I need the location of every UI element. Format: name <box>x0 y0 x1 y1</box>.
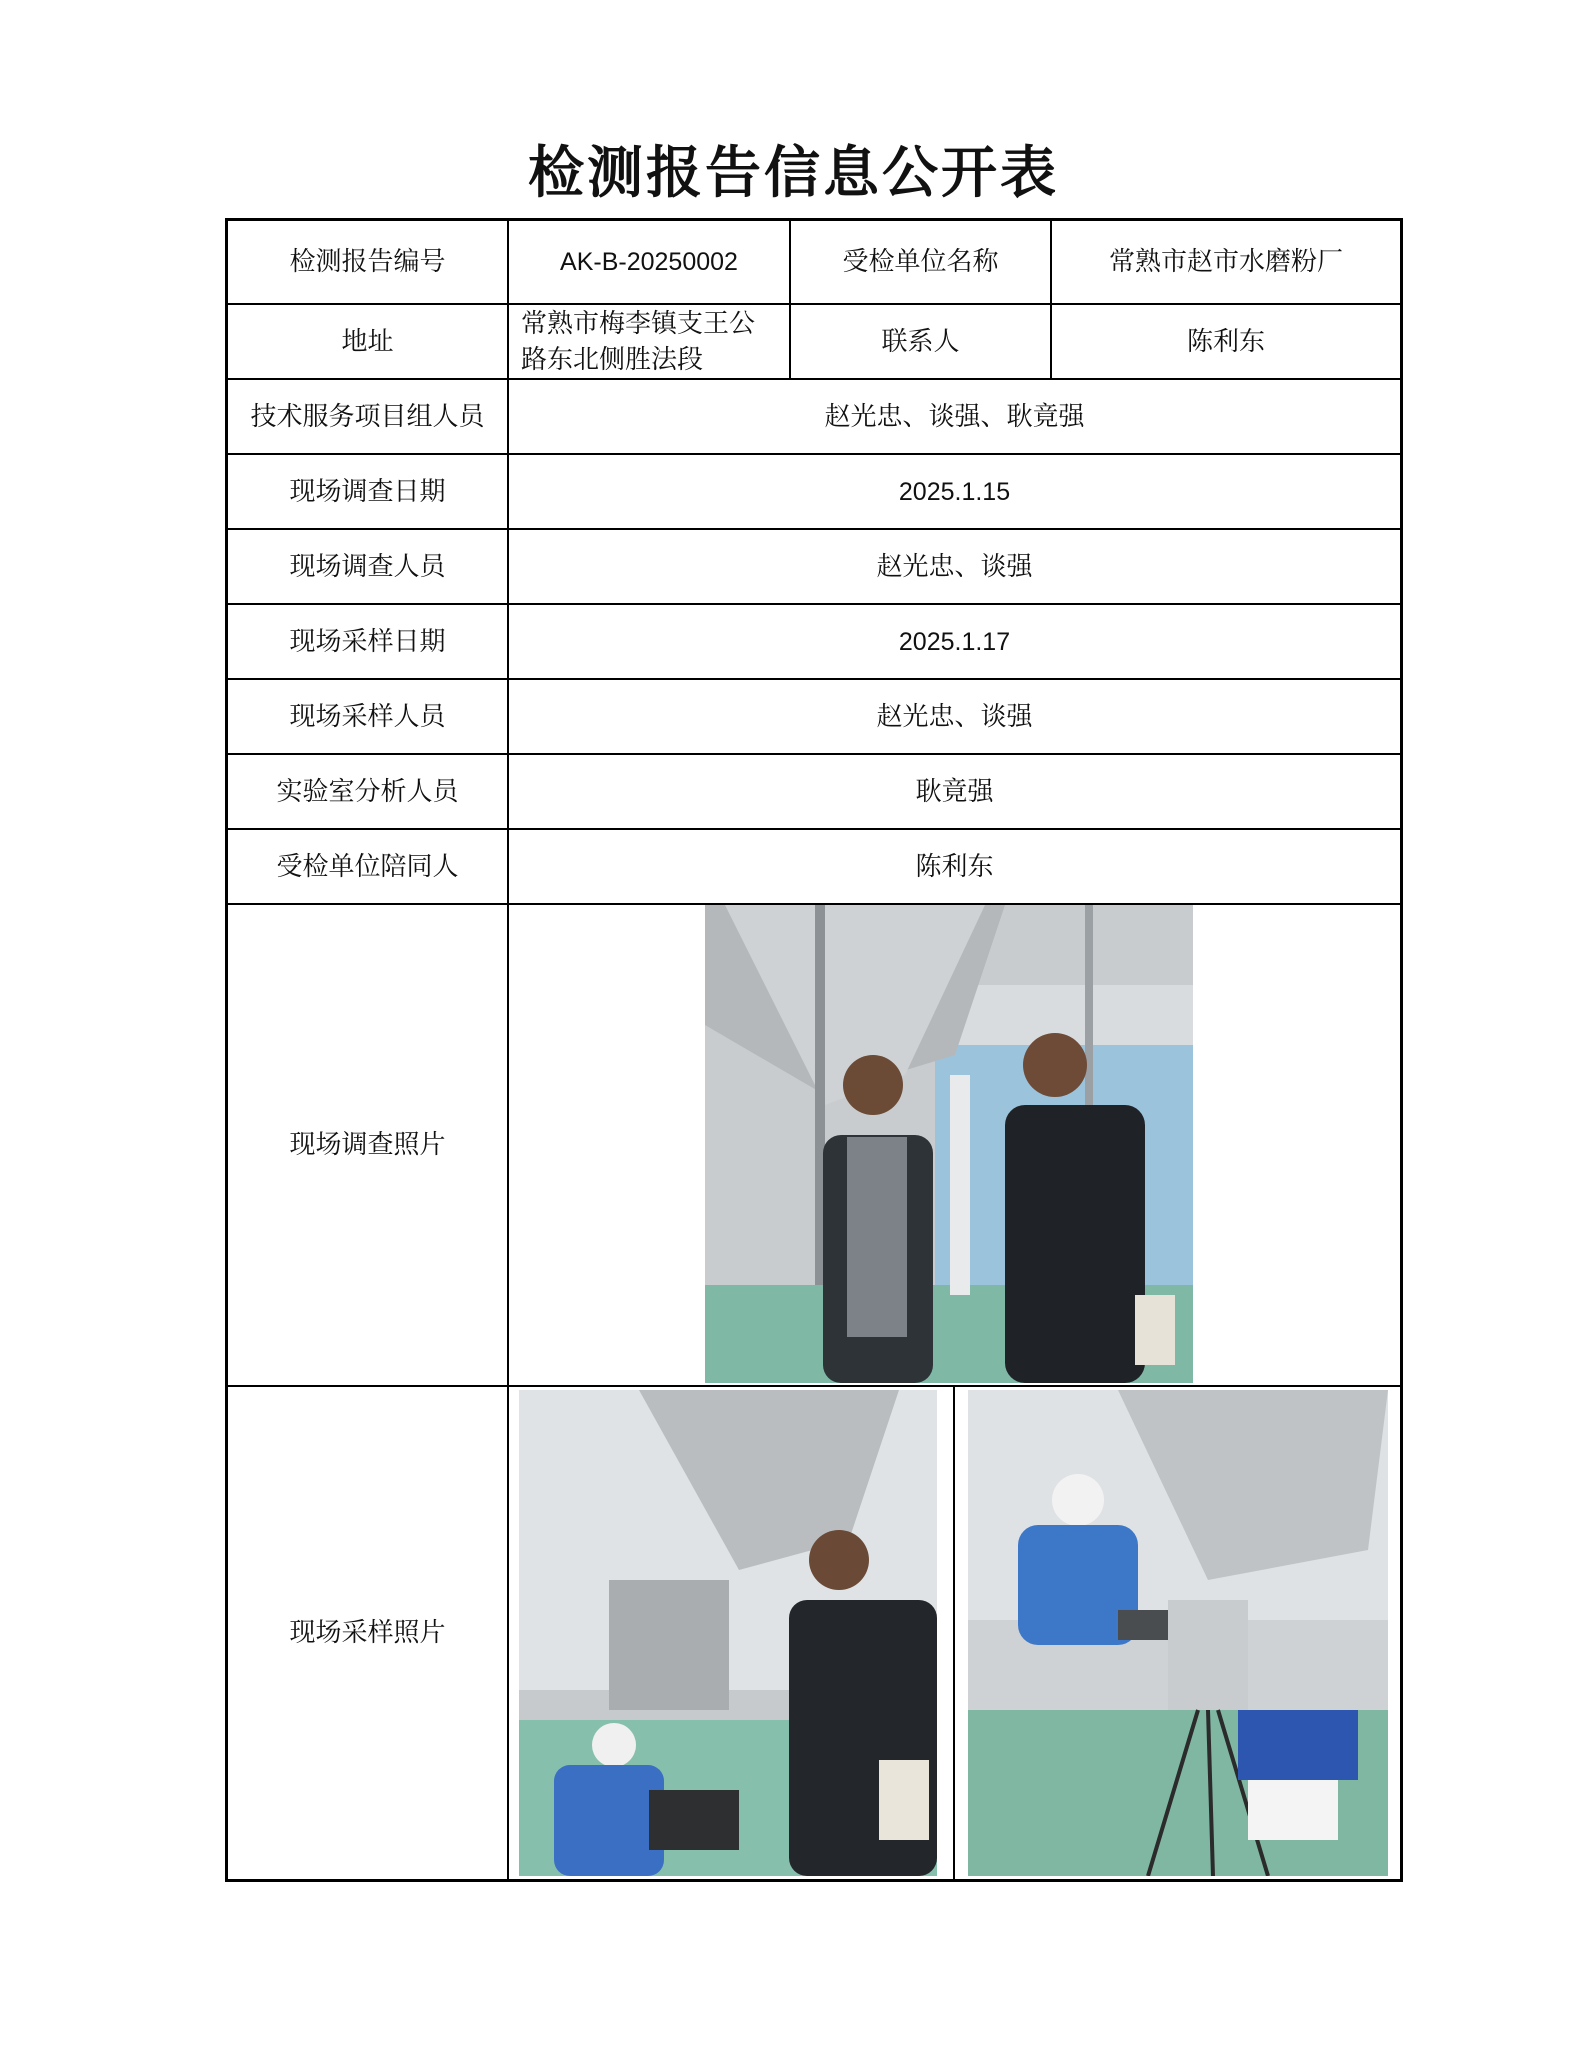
survey-date-value: 2025.1.15 <box>898 477 1011 506</box>
survey-photo-label: 现场调查照片 <box>289 1130 446 1160</box>
team-label: 技术服务项目组人员 <box>250 401 485 432</box>
lab-analysts-label: 实验室分析人员 <box>276 776 459 807</box>
escort-label: 受检单位陪同人 <box>276 851 459 882</box>
survey-photo <box>705 905 1193 1383</box>
unit-name-label: 受检单位名称 <box>842 247 999 277</box>
lab-analysts-value: 耿竟强 <box>915 776 994 807</box>
sampling-photo-2 <box>968 1390 1388 1876</box>
surveyors-label: 现场调查人员 <box>289 551 446 582</box>
sampling-date-value: 2025.1.17 <box>898 627 1011 656</box>
contact-value: 陈利东 <box>1186 326 1265 357</box>
samplers-value: 赵光忠、谈强 <box>876 701 1033 732</box>
contact-label: 联系人 <box>881 326 960 357</box>
sampling-photo-label: 现场采样照片 <box>289 1618 446 1648</box>
escort-value: 陈利东 <box>915 851 994 882</box>
unit-name-value: 常熟市赵市水磨粉厂 <box>1108 247 1343 277</box>
surveyors-value: 赵光忠、谈强 <box>876 551 1033 582</box>
survey-date-label: 现场调查日期 <box>289 476 446 507</box>
report-no-value: AK-B-20250002 <box>560 248 738 276</box>
team-value: 赵光忠、谈强、耿竟强 <box>824 401 1085 432</box>
samplers-label: 现场采样人员 <box>289 701 446 732</box>
address-label: 地址 <box>341 326 394 357</box>
sampling-photo-1 <box>519 1390 937 1876</box>
sampling-date-label: 现场采样日期 <box>289 626 446 657</box>
address-value: 常熟市梅李镇支王公路东北侧胜法段 <box>521 308 756 375</box>
report-table <box>225 218 1403 1882</box>
report-no-label: 检测报告编号 <box>289 247 446 277</box>
page-title: 检测报告信息公开表 <box>528 141 1059 206</box>
